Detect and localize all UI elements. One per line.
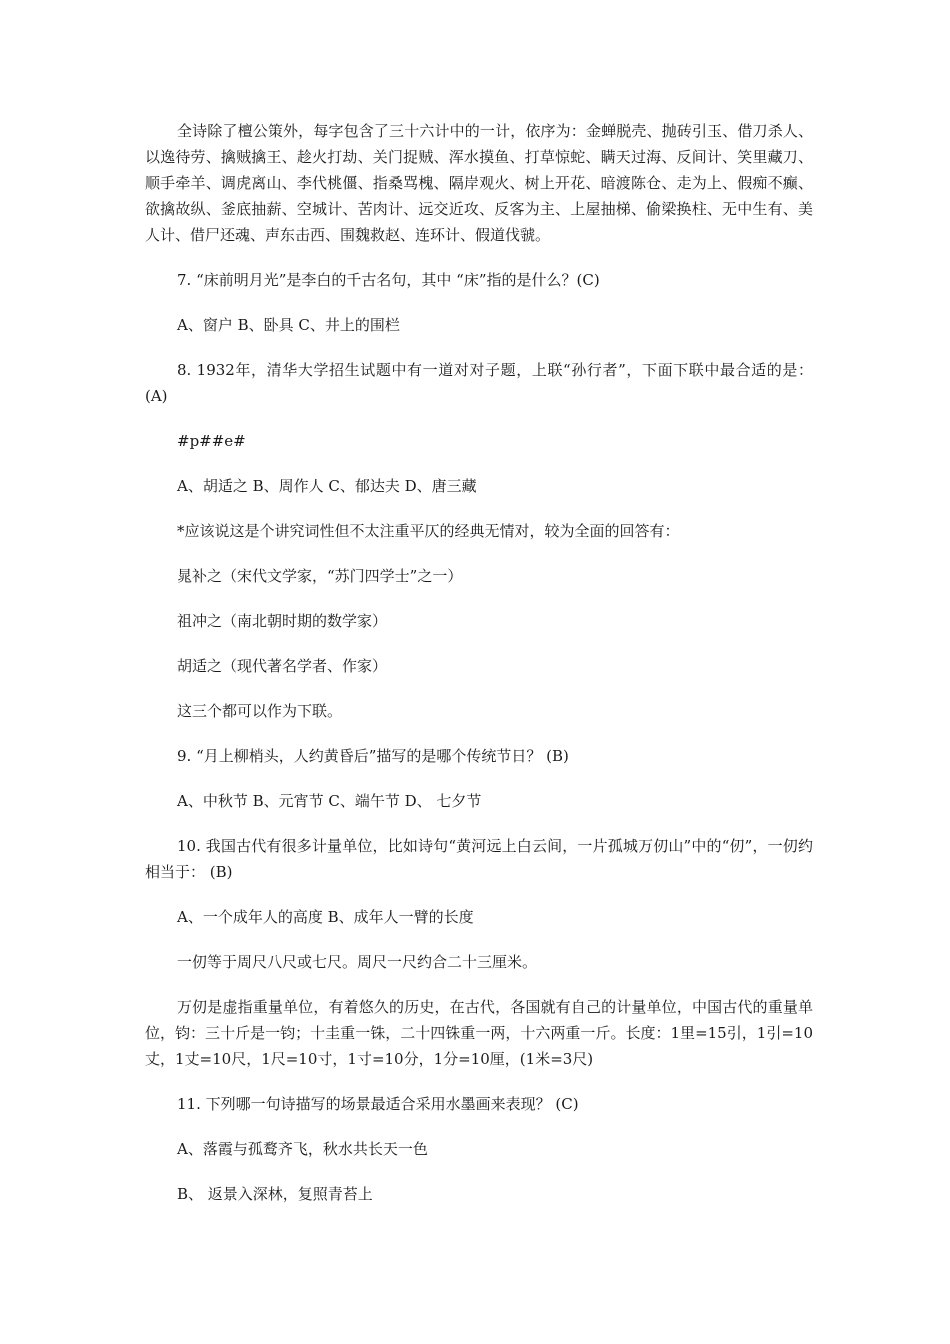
question-8-options: A、胡适之 B、周作人 C、郁达夫 D、唐三藏 xyxy=(177,477,477,495)
paragraph-36-stratagems: 全诗除了檀公策外，每字包含了三十六计中的一计，依序为：金蝉脱壳、抛砖引玉、借刀杀人、以逸待劳、擒贼擒王、趁火打劫、关门捉贼、浑水摸鱼、打草惊蛇、瞒天过海、反间计、笑里藏刀、顺手牵羊、调虎离山、李代桃僵、指桑骂槐、隔岸观火、树上开花、暗渡陈仓、走为上、假痴不癫、欲擒故纵、釜底抽薪、空城计、苦肉计、远交近攻、反客为主、上屋抽梯、偷梁换柱、无中生有、美人计、借尸还魂、声东击西、围魏救赵、连环计、假道伐虢。 xyxy=(145,122,813,244)
question-7-options: A、窗户 B、卧具 C、井上的围栏 xyxy=(177,316,400,334)
question-9: 9. “月上柳梢头，人约黄昏后”描写的是哪个传统节日？ (B) xyxy=(177,747,569,765)
answer-summary: 这三个都可以作为下联。 xyxy=(177,702,343,720)
question-8-note: *应该说这是个讲究词性但不太注重平仄的经典无情对，较为全面的回答有： xyxy=(177,522,680,540)
answer-hu-shizhi: 胡适之（现代著名学者、作家） xyxy=(177,657,388,675)
question-10-explanation: 万仞是虚指重量单位，有着悠久的历史，在古代，各国就有自己的计量单位，中国古代的重量单位，钧：三十斤是一钧；十圭重一铢，二十四铢重一两，十六两重一斤。长度：1里=15引，1引=10丈，1丈=10尺，1尺=10寸，1寸=10分，1分=10厘，(1米=3尺) xyxy=(145,998,813,1068)
question-9-options: A、中秋节 B、元宵节 C、端午节 D、 七夕节 xyxy=(177,792,482,810)
question-10-note: 一仞等于周尺八尺或七尺。周尺一尺约合二十三厘米。 xyxy=(177,953,538,971)
question-11-option-a: A、落霞与孤鹜齐飞，秋水共长天一色 xyxy=(177,1140,428,1158)
answer-zu-chongzhi: 祖冲之（南北朝时期的数学家） xyxy=(177,612,388,630)
question-8: 8. 1932年，清华大学招生试题中有一道对对子题，上联“孙行者”，下面下联中最合适的是： (A) xyxy=(145,361,813,405)
question-7: 7. “床前明月光”是李白的千古名句，其中 “床”指的是什么？(C) xyxy=(177,271,600,289)
document-body xyxy=(145,118,813,1226)
question-11-option-b: B、 返景入深林，复照青苔上 xyxy=(177,1185,373,1203)
question-11: 11. 下列哪一句诗描写的场景最适合采用水墨画来表现？ (C) xyxy=(177,1095,579,1113)
question-10: 10. 我国古代有很多计量单位，比如诗句“黄河远上白云间，一片孤城万仞山”中的“仞”，一仞约相当于： (B) xyxy=(145,837,813,881)
answer-chao-buzhi: 晁补之（宋代文学家，“苏门四学士”之一） xyxy=(177,567,463,585)
question-10-options: A、一个成年人的高度 B、成年人一臂的长度 xyxy=(177,908,474,926)
placeholder-text: #p##e# xyxy=(177,432,246,450)
